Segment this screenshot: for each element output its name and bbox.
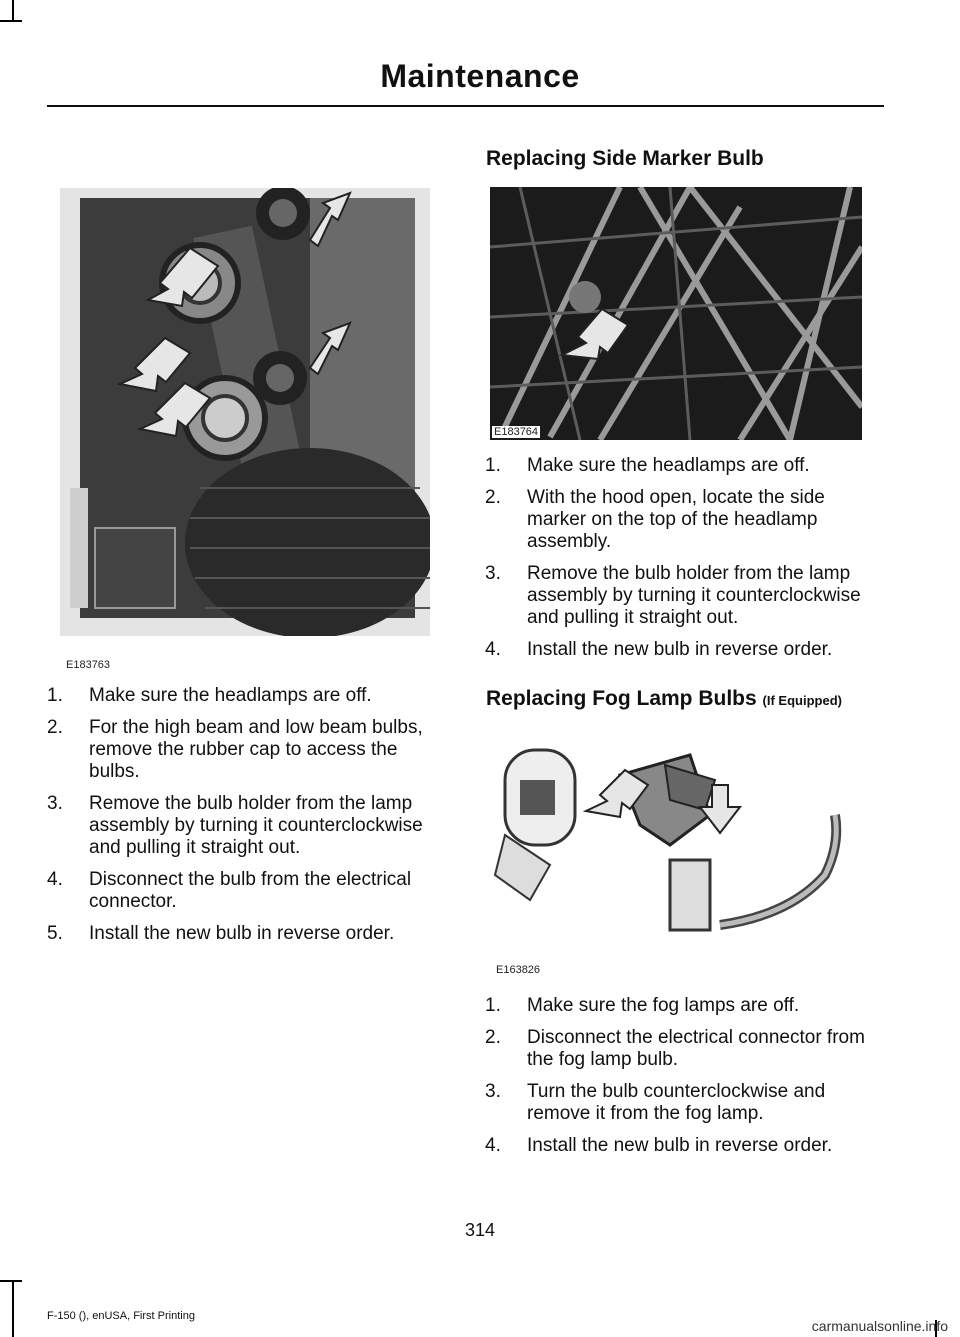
list-item: 1. Make sure the headlamps are off. xyxy=(47,685,372,706)
list-item: 3. Remove the bulb holder from the lamp assembly by turning it counterclockwise and pulling it straight out. xyxy=(47,793,423,858)
fog-lamp-heading: Replacing Fog Lamp Bulbs (If Equipped) xyxy=(486,687,842,710)
headlamp-figure xyxy=(60,188,430,636)
figure-label: E163826 xyxy=(496,964,541,976)
figure-label: E183764 xyxy=(494,426,539,438)
list-item: 3. Remove the bulb holder from the lamp assembly by turning it counterclockwise and pulling it straight out. xyxy=(485,563,861,628)
side-marker-heading: Replacing Side Marker Bulb xyxy=(486,147,764,170)
crop-mark xyxy=(0,20,22,22)
list-item: 5. Install the new bulb in reverse order. xyxy=(47,923,395,944)
list-item: 1. Make sure the fog lamps are off. xyxy=(485,995,800,1016)
list-item: 1. Make sure the headlamps are off. xyxy=(485,455,810,476)
side-marker-steps-list xyxy=(485,455,885,671)
list-item: 4. Disconnect the bulb from the electrical connector. xyxy=(47,869,412,912)
watermark: carmanualsonline.info xyxy=(811,1318,948,1334)
heading-note: (If Equipped) xyxy=(762,693,842,708)
crop-mark xyxy=(0,1280,22,1282)
page-number: 314 xyxy=(464,1220,496,1240)
fog-lamp-steps-list xyxy=(485,995,885,1167)
crop-mark xyxy=(12,1280,14,1337)
list-item: 2. Disconnect the electrical connector from the fog lamp bulb. xyxy=(485,1027,865,1070)
list-item: 2. For the high beam and low beam bulbs, remove the rubber cap to access the bulbs. xyxy=(47,717,423,782)
list-item: 2. With the hood open, locate the side marker on the top of the headlamp assembly. xyxy=(485,487,825,552)
footer-text: F-150 (), enUSA, First Printing xyxy=(47,1310,195,1322)
crop-mark xyxy=(12,0,14,22)
list-item: 3. Turn the bulb counterclockwise and remove it from the fog lamp. xyxy=(485,1081,826,1124)
figure-label: E183763 xyxy=(66,659,111,671)
fog-lamp-figure xyxy=(490,725,860,955)
header-rule xyxy=(47,105,884,107)
side-marker-figure xyxy=(490,187,862,440)
list-item: 4. Install the new bulb in reverse order. xyxy=(485,639,833,660)
page-title: Maintenance xyxy=(380,58,580,94)
list-item: 4. Install the new bulb in reverse order. xyxy=(485,1135,833,1156)
left-steps-list xyxy=(47,685,449,955)
